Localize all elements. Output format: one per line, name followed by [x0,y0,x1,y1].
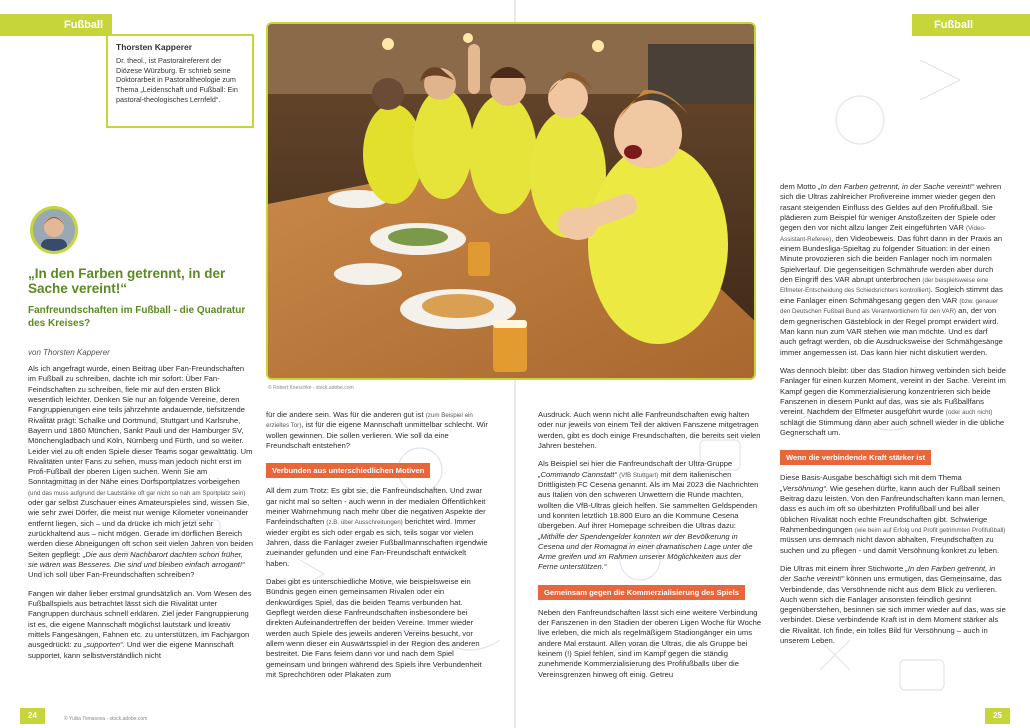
article-subhead: Fanfreundschaften im Fußball - die Quadratur des Kreises? [28,305,246,329]
page-number-right: 25 [985,708,1010,724]
paragraph [780,564,1006,647]
aside-text: (oder auch nicht) [945,409,993,417]
paragraph [780,182,1006,358]
hero-photo [266,22,756,380]
quote-text: „supporten“. [83,640,125,650]
aside-text: (zum Beispiel ein erzieltes Tor) [266,412,473,430]
article-headline: „In den Farben getrennt, in der Sache vereint!“ [28,266,226,297]
text-column-4 [780,182,1006,654]
body-text: Und wer die eigene Mannschaft supportet, kann selbstverständlich nicht [28,640,234,660]
paragraph [266,486,488,569]
aside-text: (VfB Stuttgart) [619,471,659,479]
quote-text: „Die aus dem Nachbarort dachten schon früher, sie wären was Besseres. Die sind und bleiben einfach arrogant!“ [28,549,245,570]
page-number-left: 24 [20,708,45,724]
body-text: Wie gesehen dürfte, kann auch der Fußball seinen Beitrag dazu leisten. Von den Fanfreundschaften kann man lernen, dass es auch im oft so überhitzten Profifußball und bei aller üblichen Rivalität noch echte Freundschaften gibt. Schwierige Rahmenbedingungen [780,483,1006,534]
aside-text: (der beispielsweise eine Elfmeter-Entscheidung des Schiedsrichters kontrolliert) [780,277,989,295]
quote-text: „Versöhnung“. [780,483,828,493]
article-byline: von Thorsten Kapperer [28,348,110,357]
body-text: für die andere sein. Was für die anderen gut ist [266,410,424,419]
body-text: Und ich soll über Fan-Freundschaften schreiben? [28,570,195,580]
subheading-connecting-force: Wenn die verbindende Kraft stärker ist [780,450,931,465]
aside-text: (wie beim auf Erfolg und Profit getrimmten Profifußball) [854,526,1006,534]
body-text: Was dennoch bleibt: über das Stadion hinweg verbinden sich beide Fanlager für einen kurzen Moment, vereint in der Sache. Vereint im Kampf gegen die Kommerzialisierung konzentrieren sich beide Fanszenen in diesem Punkt auf das, was sie als Fußballfans vereint. Nachdem der Elfmeter ausgeführt wurde [780,365,1006,417]
aside-text: (z.B. über Ausschreitungen) [326,519,403,527]
paragraph: Ausdruck. Auch wenn nicht alle Fanfreundschaften ewig halten oder nur jeweils von einem Teil der aktiven Fanszene mitgetragen werden, gibt es doch einige Freundschaften, die bereits seit vielen Jahren bestehen. [538,410,761,450]
paragraph [28,364,254,581]
author-bio-box [106,34,254,128]
aside-text: (Video-Assistant-Referee) [780,225,986,243]
author-avatar [30,206,78,254]
subheading-commercialization: Gemeinsam gegen die Kommerzialisierung des Spiels [538,585,745,600]
body-text: Diese Basis-Ausgabe beschäftigt sich mit dem Thema [780,473,962,483]
body-text: Die Ultras mit einem ihrer Stichworte [780,563,904,573]
paragraph [28,589,254,661]
body-text: schlägt die Stimmung dann aber auch schnell wieder in die übliche Gegnerschaft um. [780,417,1005,437]
paragraph [538,459,762,573]
paragraph [780,473,1006,556]
body-text: Als Beispiel sei hier die Fanfreundschaft der Ultra-Gruppe [538,459,733,469]
body-text: mit dem italienischen Drittligisten FC Cesena genannt. Als im Mai 2023 die Nachrichten aus Italien von den schweren Unwettern die Runde machten, wollten die VfB-Ultras gleich helfen. Sie sammelten Geldspenden und konnten letztlich 18.800 Euro an die Kommune Cesena übergeben. Auf ihrer Homepage schreiben die Ultras dazu: [538,469,759,531]
paragraph: Dabei gibt es unterschiedliche Motive, wie beispielsweise ein Bündnis gegen einen gemeinsamen Rivalen oder ein denkwürdiges Spiel, das die beiden Teams verbunden hat. Gepflegt werden diese Fanfreundschaften insbesondere bei direkten Aufeinandertreffen der beiden Vereine. Immer wieder werden auch Spiele des jeweils anderen Vereins besucht, vor allem wenn dieser ein Auswärtsspiel in der Region des anderen bestreitet. Die Fans feiern dann vor und nach dem Spiel gemeinsam und bringen während des Spiels ihre Verbundenheit mit Sprechchören oder Plakaten zum [266,577,482,679]
section-tab-left: Fußball [0,14,112,36]
paragraph: Neben den Fanfreundschaften lässt sich eine weitere Verbindung der Fanszenen in den Stadien der oberen Ligen Woche für Woche live erleben, die mich als regelmäßigem Stadiongänger ein ums andere Mal erstaunt. Allen voran die Ultras, die als Gruppe bei keinem (!) Spiel fehlen, sind im Kampf gegen die ständig zunehmende Kommerzialisierung des Profifußballs über die Vereinsgrenzen hinweg oft einig. Getreu [538,607,762,679]
aside-text: (bzw. genauer den Deutschen Fußball Bund als Verantwortlichem für den VAR) [780,297,999,316]
body-text: Als ich angefragt wurde, einen Beitrag über Fan-Freundschaften im Fußball zu schreiben, dachte ich mir sofort: Über Fan-Feindschaften zu schreiben, fiele mir auf den ersten Blick wesentlich leichter. Denken Sie nur an folgende Vereine, deren Fangruppierungen eine teils jahrzehnte andauernde, tiefsitzende Rivalität prägt: Schalke und Dortmund, Stuttgart und Karlsruhe, Bayern und 1860 München, Sankt Pauli und der Hamburger SV, Mönchengladbach und Köln, Nürnberg und Fürth, und so weiter. Leider viel zu oft enden Spiele dieser Teams sogar gewalttätig. Um Rivalitäten unter Fans zu sehen, muss man jedoch nicht erst im Profi-Fußball der oberen Ligen suchen. Wenn Sie am Sonntagmittag in der Nähe eines Dorfsportplatzes vorbeigehen [28,364,253,487]
body-text: dem Motto [780,182,816,191]
aside-text: (und das muss aufgrund der Lautstärke oft gar nicht so nah am Sportplatz sein) [28,489,246,497]
body-text: , ist für die eigene Mannschaft unmittelbar schlecht. Wir wollen gewinnen. Die sollen verlieren. Wie soll da eine Freundschaft entstehen? [266,420,488,451]
body-text: Fangen wir daher lieber erstmal grundsätzlich an. Vom Wesen des Fußballspiels aus betrachtet lässt sich die Rivalität unter Fangruppen durchaus schnell erklären. Ziel jeder Fangruppierung ist es, die eigene Mannschaft möglichst lautstark und kreativ mittels Fangesängen, Fahnen etc. zu unterstützen, im Fachjargon ausgedrückt: zu [28,588,252,650]
quote-text: „In den Farben getrennt, in der Sache vereint!“ [780,563,996,584]
fans-cheering-illustration [268,24,756,380]
paragraph [266,410,488,451]
body-text: an, der von dem gegnerischen Gästeblock in der Regel prompt erwidert wird. Man kann nun zum VAR stehen wie man möchte. Und es darf auch gefragt werden, ob die Ausdrucksweise der Schmähgesänge immer angemessen ist. Das kann hier nicht diskutiert werden. [780,306,1003,357]
bio-name: Thorsten Kapperer [116,42,193,52]
paragraph [780,366,1006,438]
photo-credit: © Robert Kneschke - stock.adobe.com [268,385,354,391]
quote-text: „Mithilfe der Spendengelder konnten wir der Bevölkerung in Cesena und der Romagna in einer dramatischen Lage unter die Arme greifen und im Rahmen unserer Möglichkeiten aus der Ferne unterstützen.“ [538,531,753,572]
body-text: müssen uns demnach nicht davon abhalten, Freundschaften zu suchen und zu pflegen - und damit Versöhnung konkret zu leben. [780,535,1000,555]
text-column-1 [28,364,254,669]
bio-text: Dr. theol., ist Pastoralreferent der Diözese Würzburg. Er schrieb seine Doktorarbeit in Pastoraltheologie zum Thema „Leidenschaft und Fußball: Ein pastoral-theologisches Lernfeld“. [116,56,238,104]
body-text: wehren sich die Ultras zahlreicher Profivereine immer wieder gegen den rasant steigenden Einfluss des Geldes auf den Profifußball. Sie plädieren zum Beispiel für weniger Anstoßzeiten der Spiele oder gegen den vor nicht allzu langer Zeit eingeführten VAR [780,182,1002,233]
body-text: berichtet wird. Immer wieder ergibt es sich oder ergab es sich, teils sogar vor vielen Jahren, dass die Fanlager zweier Fußballmannschaften irgendwie zueinander gefunden und eine Fan-Freundschaft entwickelt haben. [266,517,488,568]
text-column-2 [266,410,488,688]
text-column-3 [538,410,762,688]
body-text: . Sogleich stimmt das eine Fanlager einen Schmähgesang gegen den VAR [780,285,1003,305]
subheading-motives: Verbunden aus unterschiedlichen Motiven [266,463,430,478]
body-text: oder gar selbst Zuschauer eines Amateurspieles sind, wissen Sie, wie sehr zwei Dörfer, die meist nur wenige Kilometer voneinander entfernt liegen, sich – und da drücke ich mich jetzt sehr zurückhaltend aus – nicht mögen. Gerade im dörflichen Bereich werden diese Abneigungen oft schon seit vielen Jahren von beiden Seiten gepflegt: [28,498,254,559]
section-tab-right: Fußball [912,14,1030,36]
body-text: können uns ermutigen, das Gemeinsame, das Verbindende, das Versöhnende nicht aus dem Blick zu verlieren. Auch wenn sich die Fanlager ansonsten feindlich gesinnt gegenüberstehen, besinnen sie sich immer wieder auf das, was sie verbindet. Diese verbindende Kraft ist in dem Moment stärker als die Rivalität. Ich finde, ein tolles Bild für Versöhnung – auch in unserem Leben. [780,574,1006,646]
body-text: , den Videobeweis. Das führt dann in der Praxis an einem Bundesliga-Spieltag zu folgender Situation: in der einen Minute provozieren sich die beiden Fanlager noch im normalen Spielverlauf. Die gegenseitigen Schmährufe werden aber durch den Eingriff des VAR abrupt unterbrochen [780,233,1003,285]
body-text: All dem zum Trotz: Es gibt sie, die Fanfreundschaften. Und zwar gar nicht mal so selten - auch wenn in der medialen Öffentlichkeit meiner Wahrnehmung nach mehr über die negativen Aspekte der Fanfeindschaften [266,486,486,527]
quote-text: „Commando Cannstatt“ [538,469,617,479]
quote-text: „In den Farben getrennt, in der Sache vereint!“ [818,182,975,191]
footer-credit: © Yuliia Tomasova - stock.adobe.com [64,716,148,722]
